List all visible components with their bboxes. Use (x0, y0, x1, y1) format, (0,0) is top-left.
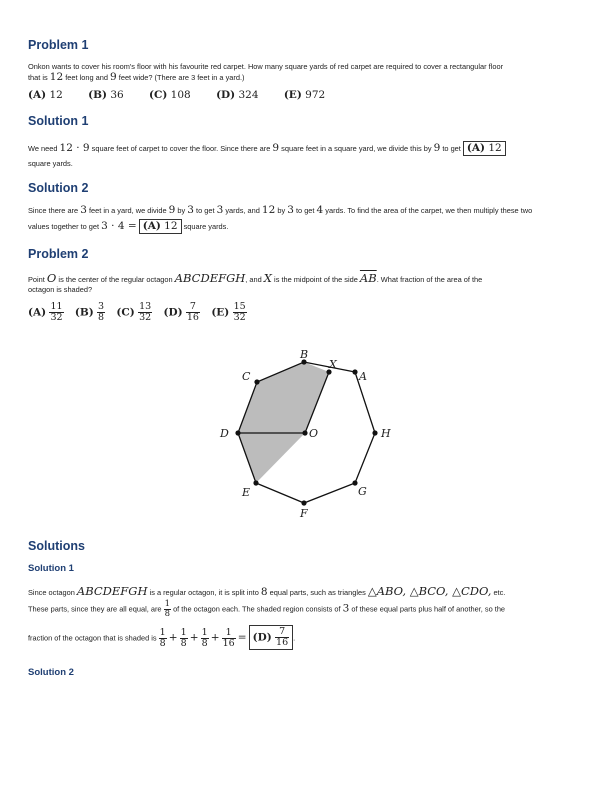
choice-a: (A) $\frac{11}{32}$ (28, 301, 63, 323)
solutions-text-line1: Since octagon ABCDEFGH is a regular octagon, it is split into 8 equal parts, such as triangles △ABO, △BCO, △CDO, etc. (28, 584, 506, 598)
octagon-figure (210, 340, 410, 525)
label-x: X (329, 358, 337, 371)
choice-b: (B) 36 (88, 89, 124, 101)
solutions-heading: Solutions (28, 539, 85, 553)
solution1-text-line2: square yards. (28, 159, 73, 168)
choice-e: (E) 972 (283, 89, 326, 101)
choice-e: (E) $\frac{15}{32}$ (211, 301, 246, 323)
solution1-text-line1: We need 12 · 9 square feet of carpet to cover the floor. Since there are 9 square feet in a square yard, we divide this by 9 to get (A) 12 (28, 141, 584, 156)
label-a: A (359, 370, 367, 383)
problem1-text-line2: that is 12 feet long and 9 feet wide? (There are 3 feet in a yard.) (28, 71, 245, 83)
label-c: C (242, 370, 251, 383)
solution1-heading: Solution 1 (28, 114, 89, 128)
point-d (235, 430, 240, 435)
solutions-text-line2: These parts, since they are all equal, are $\frac{1}{8}$ of the octagon each. The shaded region consists of 3 of these equal parts plus half of another, so the (28, 599, 506, 619)
point-f (301, 500, 306, 505)
label-b: B (300, 348, 309, 361)
solution1-answer-box: (A) 12 (463, 141, 506, 156)
choice-c: (C) 108 (149, 89, 191, 101)
point-a (352, 369, 357, 374)
label-g: G (358, 485, 367, 498)
problem2-text-line2: octagon is shaded? (28, 285, 93, 294)
point-c (254, 379, 259, 384)
solutions-answer-box: (D) $\frac{7}{16}$ (249, 625, 293, 650)
problem1-text-line1: Onkon wants to cover his room's floor with his favourite red carpet. How many square yards of red carpet are required to cover a rectangular floor (28, 62, 504, 71)
solutions-text-line3: fraction of the octagon that is shaded is $\frac{1}{8}$ + $\frac{1}{8}$ + $\frac{1}{8}$ + $\frac{1}{16}$ = (D) $\frac{7}{16}$ . (28, 626, 296, 650)
choice-d: (D) 324 (216, 89, 259, 101)
point-g (352, 480, 357, 485)
label-e: E (242, 486, 251, 499)
solution2-heading: Solution 2 (28, 181, 89, 195)
problem1-choices (28, 89, 347, 101)
point-h (372, 430, 377, 435)
choice-b: (B) $\frac{3}{8}$ (74, 301, 105, 323)
solution2-text-line2: values together to get 3 · 4 = (A) 12 square yards. (28, 220, 229, 232)
label-f: F (300, 507, 308, 520)
solutions-sub2: Solution 2 (28, 667, 74, 678)
solution2-text-line1: Since there are 3 feet in a yard, we divide 9 by 3 to get 3 yards, and 12 by 3 to get 4 yards. To find the area of the carpet, we then multiply these two (28, 204, 533, 216)
point-o (302, 430, 307, 435)
point-e (253, 480, 258, 485)
shaded-region (238, 362, 329, 483)
label-o: O (309, 427, 319, 440)
choice-d: (D) $\frac{7}{16}$ (163, 301, 199, 323)
problem2-text-line1: Point O is the center of the regular octagon ABCDEFGH, and X is the midpoint of the side $\overline{AB}$. What fraction of the area of the (28, 271, 483, 285)
label-d: D (220, 427, 229, 440)
solutions-sub1: Solution 1 (28, 563, 74, 574)
solution2-answer-box: (A) 12 (139, 219, 182, 234)
label-h: H (381, 427, 391, 440)
choice-a: (A) 12 (28, 89, 63, 101)
problem2-choices (28, 302, 255, 323)
problem1-heading: Problem 1 (28, 38, 89, 52)
choice-c: (C) $\frac{13}{32}$ (116, 301, 152, 323)
problem2-heading: Problem 2 (28, 247, 89, 261)
